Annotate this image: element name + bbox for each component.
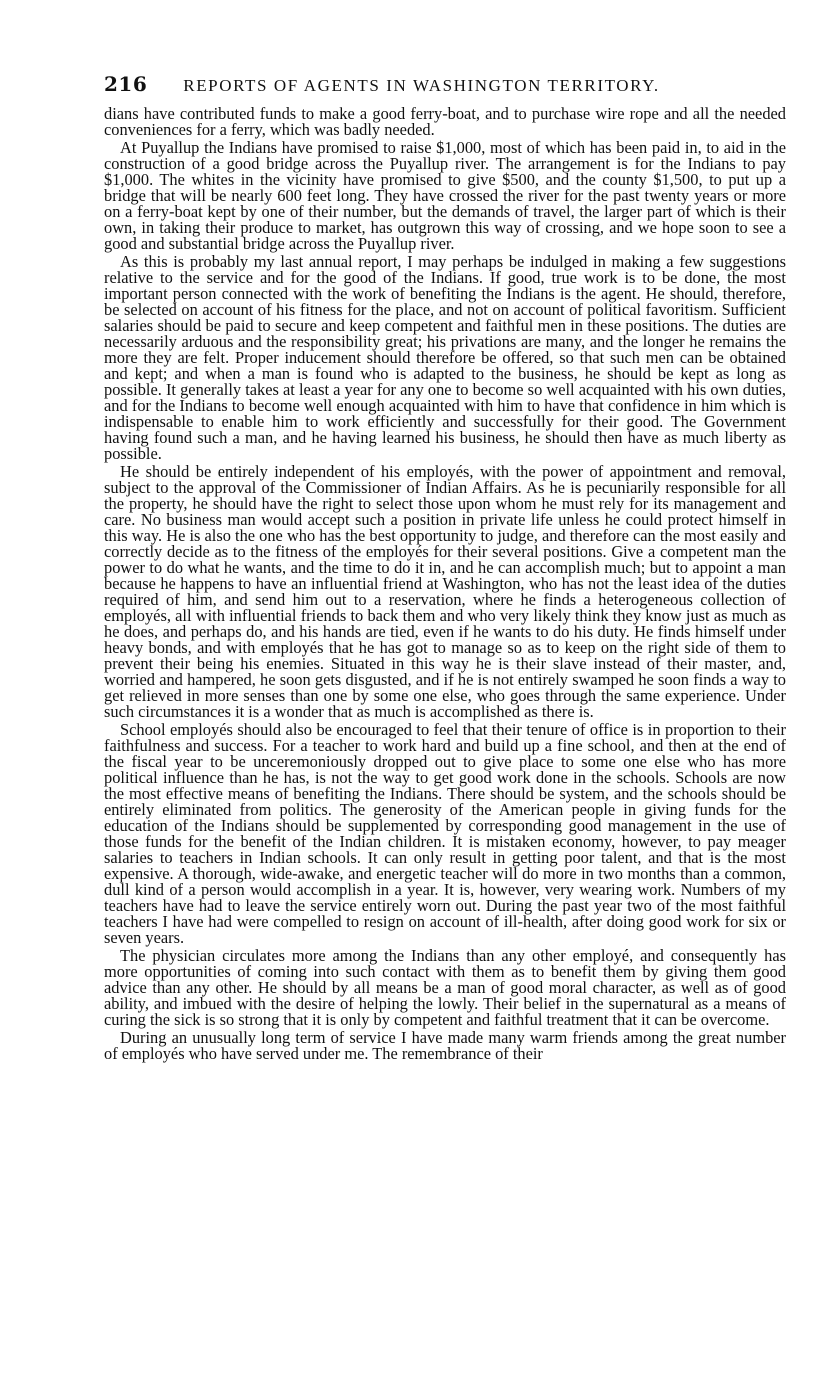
running-head: REPORTS OF AGENTS IN WASHINGTON TERRITORY. [183, 76, 660, 95]
page-header [104, 72, 786, 102]
paragraph-long-service: During an unusually long term of service I have made many warm friends among the great number of employés who have served under me. The remembrance of their [104, 1028, 786, 1063]
paragraph-puyallup-bridge: At Puyallup the Indians have promised to raise $1,000, most of which has been paid in, to aid in the construction of a good bridge across the Puyallup river. The arrangement is for the Indians to pay $1,000. The whites in the vicinity have promised to give $500, and the county $1,500, to put up a bridge that will be nearly 600 feet long. They have crossed the river for the past twenty years or more on a ferry-boat kept by one of their number, but the demands of travel, the larger part of which is their own, in taking their produce to market, has outgrown this way of crossing, and we hope soon to see a good and substantial bridge across the Puyallup river. [104, 138, 786, 253]
paragraph-physician: The physician circulates more among the Indians than any other employé, and consequently has more opportunities of coming into such contact with them as to benefit them by giving them good advice than any other. He should by all means be a man of good moral character, as well as of good ability, and imbued with the desire of helping the lowly. Their belief in the supernatural as a means of curing the sick is so strong that it is only by competent and faithful treatment that it can be overcome. [104, 946, 786, 1029]
paragraph-agent-suggestions: As this is probably my last annual report, I may perhaps be indulged in making a few suggestions relative to the service and for the good of the Indians. If good, true work is to be done, the most important person connected with the work of benefiting the Indians is the agent. He should, therefore, be selected on account of his fitness for the place, and not on account of political favoritism. Sufficient salaries should be paid to secure and keep competent and faithful men in these positions. The duties are necessarily arduous and the responsibility great; his privations are many, and the longer he remains the more they are felt. Proper inducement should therefore be offered, so that such men can be obtained and kept; and when a man is found who is adapted to the business, he should be kept as long as possible. It generally takes at least a year for any one to become so well acquainted with his own duties, and for the Indians to become well enough acquainted with him to have that confidence in him which is indispensable to enable him to work efficiently and successfully for their good. The Government having found such a man, and he having learned his business, he should then have as much liberty as possible. [104, 252, 786, 463]
paragraph-agent-independence: He should be entirely independent of his employés, with the power of appointment and removal, subject to the approval of the Commissioner of Indian Affairs. As he is pecuniarily responsible for all the property, he should have the right to select those upon whom he must rely for its management and care. No business man would accept such a position in private life unless he could protect himself in this way. He is also the one who has the best opportunity to judge, and therefore can the most easily and correctly decide as to the fitness of the employés for their several positions. Give a competent man the power to do what he wants, and the time to do it in, and he can accomplish much; but to appoint a man because he happens to have an influential friend at Washington, who has not the least idea of the duties required of him, and send him out to a reservation, where he finds a heterogeneous collection of employés, all with influential friends to back them and who very likely think they know just as much as he does, and perhaps do, and his hands are tied, even if he wants to do his duty. He finds himself under heavy bonds, and with employés that he has got to manage so as to keep on the right side of them to prevent their being his enemies. Situated in this way he is their slave instead of their master, and, worried and hampered, he soon gets disgusted, and if he is not entirely swamped he soon finds a way to get relieved in more senses than one by some one else, who goes through the same experience. Under such circumstances it is a wonder that as much is accomplished as there is. [104, 462, 786, 721]
paragraph-ferry-continuation: dians have contributed funds to make a good ferry-boat, and to purchase wire rope and all the needed conveniences for a ferry, which was badly needed. [104, 104, 786, 139]
body-text [104, 106, 786, 1062]
paragraph-school-employes: School employés should also be encouraged to feel that their tenure of office is in proportion to their faithfulness and success. For a teacher to work hard and build up a fine school, and then at the end of the fiscal year to be unceremoniously dropped out to give place to some one else who has more political influence than he has, is not the way to get good work done in the schools. Schools are now the most effective means of benefiting the Indians. There should be system, and the schools should be entirely eliminated from politics. The generosity of the American people in giving funds for the education of the Indians should be supplemented by corresponding good management in the use of those funds for the benefit of the Indian children. It is mistaken economy, however, to pay meager salaries to teachers in Indian schools. It can only result in getting poor talent, and that is the most expensive. A thorough, wide-awake, and energetic teacher will do more in two months than a common, dull kind of a person would accomplish in a year. It is, however, very wearing work. Numbers of my teachers have had to leave the service entirely worn out. During the past year two of the most faithful teachers I have had were compelled to resign on account of ill-health, after doing good work for six or seven years. [104, 720, 786, 947]
page-number: 216 [104, 72, 148, 96]
document-page [104, 72, 786, 1064]
